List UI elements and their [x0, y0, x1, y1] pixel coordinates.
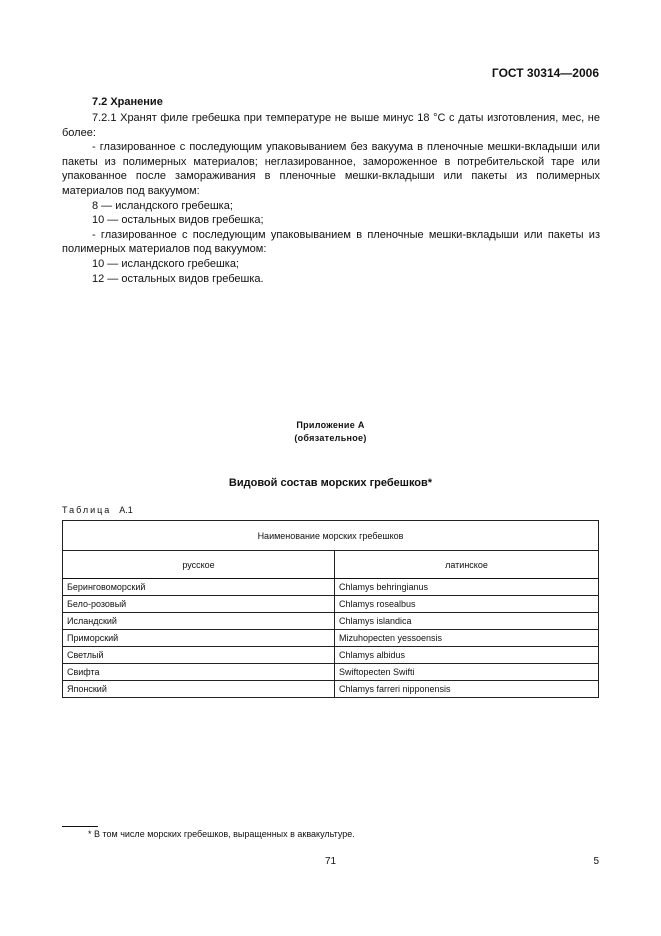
- table-row: [63, 613, 599, 630]
- table-title: Видовой состав морских гребешков*: [228, 477, 433, 489]
- cell-latin: Chlamys rosealbus: [335, 596, 599, 613]
- footnote-divider: [62, 826, 98, 827]
- table-row: [63, 647, 599, 664]
- sheet-number: 5: [593, 856, 599, 867]
- cell-russian: Японский: [63, 681, 335, 698]
- cell-latin: Chlamys islandica: [335, 613, 599, 630]
- paragraph: 10 — остальных видов гребешка;: [92, 214, 264, 227]
- species-table: [62, 520, 599, 698]
- cell-russian: Исландский: [63, 613, 335, 630]
- footnote: * В том числе морских гребешков, выращенных в аквакультуре.: [88, 829, 355, 839]
- cell-latin: Chlamys behringianus: [335, 579, 599, 596]
- cell-latin: Mizuhopecten yessoensis: [335, 630, 599, 647]
- appendix-status: (обязательное): [294, 432, 367, 443]
- standard-number: ГОСТ 30314—2006: [491, 66, 599, 80]
- appendix-title: Приложение А: [296, 420, 365, 430]
- paragraph: - глазированное с последующим упаковыванием в пленочные мешки-вкладыши или пакеты из полимерных материалов под вакуумом:: [62, 228, 600, 256]
- table-row: [63, 630, 599, 647]
- paragraph: 7.2.1 Хранят филе гребешка при температуре не выше минус 18 °С с даты изготовления, мес, не более:: [62, 112, 600, 139]
- table-row: [63, 596, 599, 613]
- cell-latin: Chlamys albidus: [335, 647, 599, 664]
- cell-latin: Chlamys farreri nipponensis: [335, 681, 599, 698]
- paragraph: 8 — исландского гребешка;: [92, 199, 233, 212]
- cell-russian: Свифта: [63, 664, 335, 681]
- paragraph: - глазированное с последующим упаковыванием без вакуума в пленочные мешки-вкладыши или пакеты из полимерных материалов; неглазированное, замороженное в потребительской таре или упакованное после замораживания в пленочные мешки-вкладыши или пакеты из полимерных материалов под вакуумом:: [62, 141, 600, 197]
- cell-russian: Приморский: [63, 630, 335, 647]
- section-body: [62, 111, 600, 286]
- table-row: [63, 579, 599, 596]
- column-header-latin: латинское: [335, 551, 599, 579]
- paragraph: 10 — исландского гребешка;: [92, 257, 239, 270]
- cell-russian: Светлый: [63, 647, 335, 664]
- page-number: 71: [324, 856, 337, 867]
- cell-latin: Swiftopecten Swifti: [335, 664, 599, 681]
- table-caption: [62, 505, 133, 515]
- appendix-heading: [0, 419, 661, 444]
- column-header-russian: русское: [63, 551, 335, 579]
- cell-russian: Бело-розовый: [63, 596, 335, 613]
- table-row: [63, 681, 599, 698]
- table-header: Наименование морских гребешков: [63, 521, 599, 551]
- table-caption-word: Таблица: [62, 505, 112, 515]
- cell-russian: Беринговоморский: [63, 579, 335, 596]
- table-caption-number: А.1: [119, 505, 133, 515]
- table-row: [63, 664, 599, 681]
- paragraph: 12 — остальных видов гребешка.: [92, 272, 264, 285]
- section-title: 7.2 Хранение: [92, 96, 163, 108]
